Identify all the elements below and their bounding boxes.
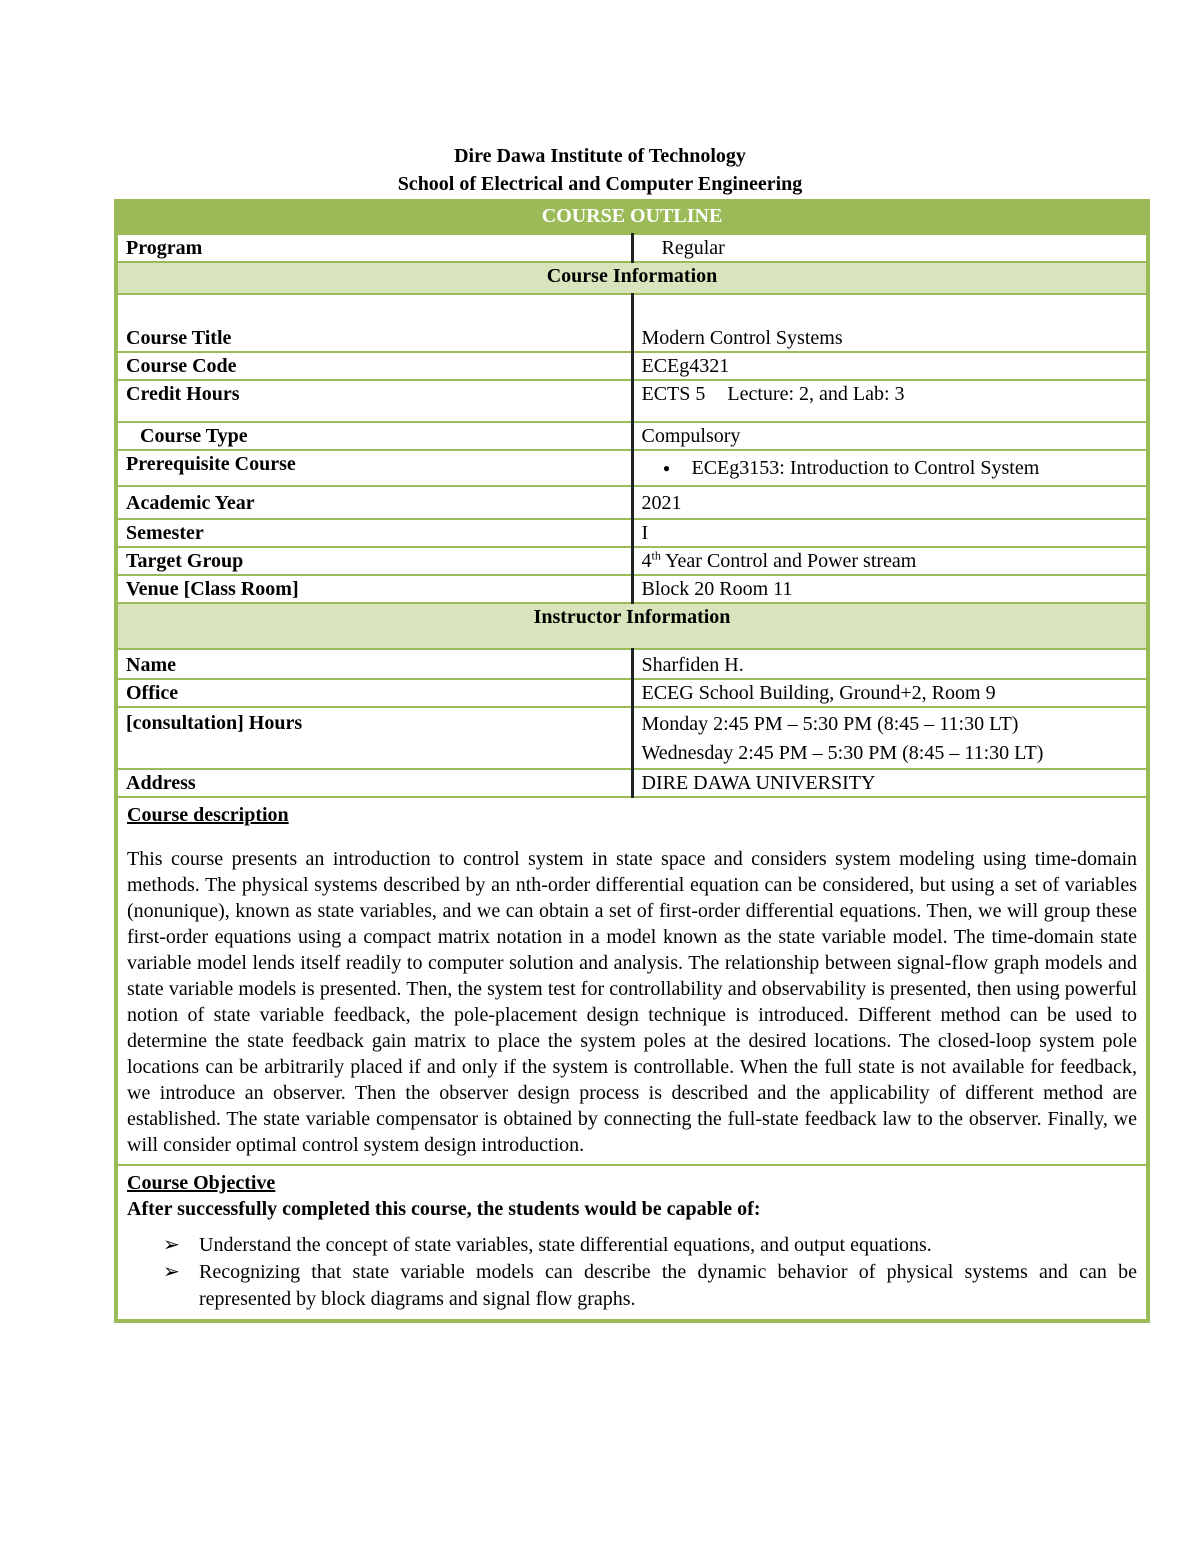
academic-year-value: 2021 — [632, 486, 1147, 519]
credit-hours-value: ECTS 5 Lecture: 2, and Lab: 3 — [632, 380, 1147, 422]
course-code-label: Course Code — [117, 352, 632, 380]
course-code-value: ECEg4321 — [632, 352, 1147, 380]
consultation-wednesday: Wednesday 2:45 PM – 5:30 PM (8:45 – 11:30 LT) — [641, 742, 1044, 764]
semester-value: I — [632, 519, 1147, 547]
course-objective-lead: After successfully completed this course, the students would be capable of: — [127, 1198, 761, 1220]
target-group-value: 4th Year Control and Power stream — [632, 547, 1147, 575]
course-title-value: Modern Control Systems — [632, 294, 1147, 352]
name-value: Sharfiden H. — [632, 649, 1147, 679]
venue-value: Block 20 Room 11 — [632, 575, 1147, 603]
objective-item: ➢ Recognizing that state variable models can describe the dynamic behavior of physical systems and can be represented by block diagrams and signal flow graphs. — [163, 1261, 1137, 1310]
instructor-heading: Instructor Information — [117, 603, 1147, 649]
consultation-monday: Monday 2:45 PM – 5:30 PM (8:45 – 11:30 LT) — [641, 713, 1019, 735]
consultation-label: [consultation] Hours — [117, 707, 632, 769]
course-type-value: Compulsory — [632, 422, 1147, 450]
course-type-label: Course Type — [117, 422, 632, 450]
outline-title: COURSE OUTLINE — [117, 202, 1147, 234]
program-value: Regular — [632, 234, 1147, 262]
course-title-label: Course Title — [117, 294, 632, 352]
address-label: Address — [117, 769, 632, 797]
course-objective-heading: Course Objective — [127, 1172, 276, 1194]
academic-year-label: Academic Year — [117, 486, 632, 519]
target-group-label: Target Group — [117, 547, 632, 575]
address-value: DIRE DAWA UNIVERSITY — [632, 769, 1147, 797]
prereq-label: Prerequisite Course — [117, 450, 632, 486]
credit-hours-label: Credit Hours — [117, 380, 632, 422]
arrow-bullet-icon: ➢ — [163, 1261, 180, 1283]
institute-name: Dire Dawa Institute of Technology — [454, 145, 746, 167]
objective-item: ➢ Understand the concept of state variables, state differential equations, and output equations. — [127, 1232, 1137, 1259]
program-label: Program — [117, 234, 632, 262]
consultation-value — [632, 707, 1147, 769]
semester-label: Semester — [117, 519, 632, 547]
name-label: Name — [117, 649, 632, 679]
course-description-section — [117, 797, 1147, 1165]
bullet-icon: ● — [662, 461, 671, 475]
course-description-text: This course presents an introduction to control system in state space and considers system modeling using time-domain methods. The physical systems described by an nth-order differential equation can be considered, but using a set of variables (nonunique), known as state variables, and we can obtain a set of first-order differential equations. Then, we will group these first-order equations using a compact matrix notation in a model known as the state variable model. The time-domain state variable model lends itself readily to computer solution and analysis. The relationship between signal-flow graph models and state variable models is presented. Then, the system test for controllability and observability is presented, then using powerful notion of state variable feedback, the pole-placement design technique is introduced. Different method can be used to determine the state feedback gain matrix to place the system poles at the desired locations. The closed-loop system pole locations can be arbitrarily placed if and only if the system is controllable. When the full state is not available for feedback, we introduce an observer. Then the observer design process is described and the applicability of different method are established. The state variable compensator is obtained by connecting the full-state feedback law to the observer. Finally, we will consider optimal control system design introduction. — [127, 848, 1137, 1156]
course-objective-section — [117, 1165, 1147, 1320]
office-value: ECEG School Building, Ground+2, Room 9 — [632, 679, 1147, 707]
office-label: Office — [117, 679, 632, 707]
arrow-bullet-icon: ➢ — [163, 1234, 180, 1256]
venue-label: Venue [Class Room] — [117, 575, 632, 603]
prereq-value: ● ECEg3153: Introduction to Control System — [632, 450, 1147, 486]
course-info-heading: Course Information — [117, 262, 1147, 294]
school-name: School of Electrical and Computer Engineering — [397, 173, 803, 195]
course-outline-table — [114, 199, 1150, 1323]
course-description-heading: Course description — [127, 804, 289, 826]
